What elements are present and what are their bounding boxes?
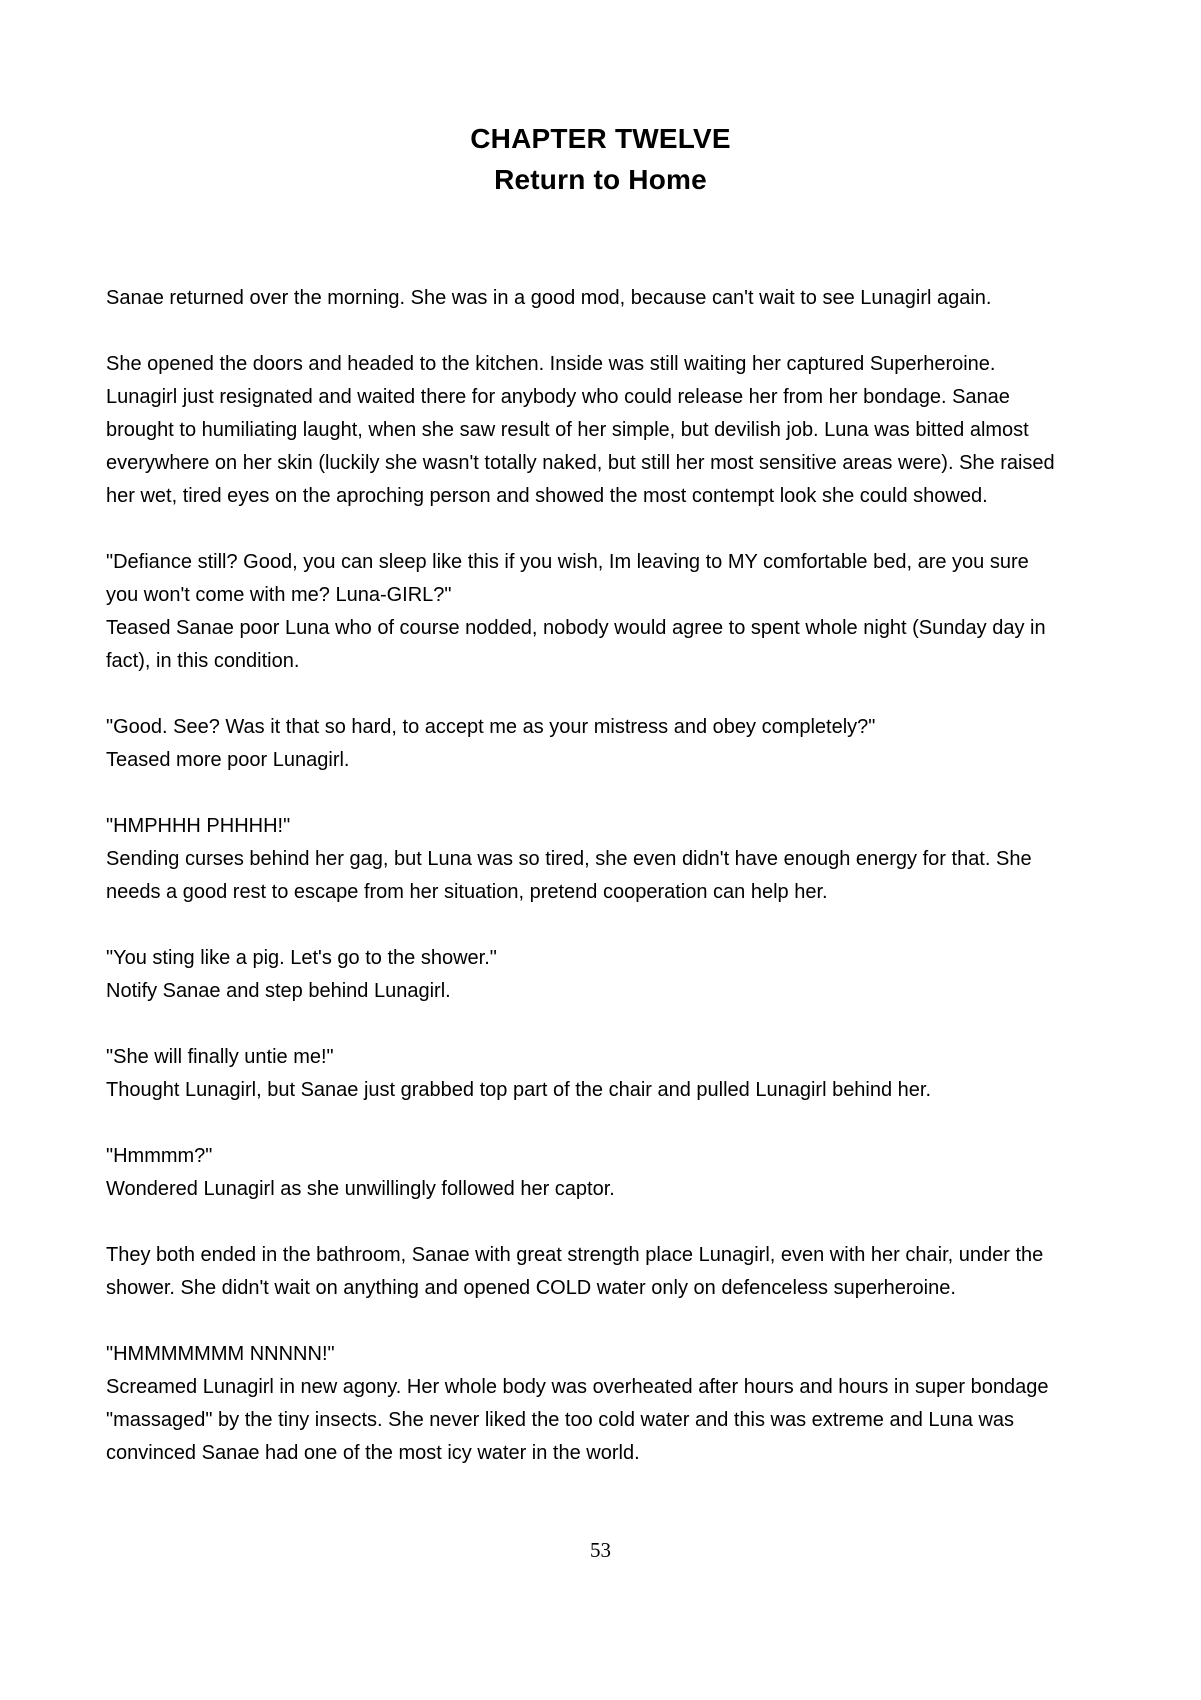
text-line: "massaged" by the tiny insects. She never liked the too cold water and this was extreme and Luna was [106,1409,1015,1431]
text-line: Lunagirl just resignated and waited there for anybody who could release her from her bondage. Sanae [106,386,1010,408]
paragraph [106,348,1166,513]
chapter-title [0,118,1201,200]
paragraph [106,1140,1166,1206]
text-line: Screamed Lunagirl in new agony. Her whole body was overheated after hours and hours in super bondage [106,1376,1049,1398]
text-line: Wondered Lunagirl as she unwillingly followed her captor. [106,1178,615,1200]
text-line: Thought Lunagirl, but Sanae just grabbed top part of the chair and pulled Lunagirl behind her. [106,1079,932,1101]
chapter-subtitle: Return to Home [494,164,707,195]
text-line: They both ended in the bathroom, Sanae with great strength place Lunagirl, even with her chair, under the [106,1244,1044,1266]
paragraph [106,810,1166,909]
text-line: "You sting like a pig. Let's go to the shower." [106,947,497,969]
paragraph [106,711,1166,777]
text-line: you won't come with me? Luna-GIRL?" [106,584,452,606]
paragraphs [106,282,1166,1470]
page-number: 53 [590,1538,611,1562]
text-line: "Hmmmm?" [106,1145,213,1167]
text-line: her wet, tired eyes on the aproching person and showed the most contempt look she could showed. [106,485,988,507]
paragraph [106,1041,1166,1107]
text-line: She opened the doors and headed to the kitchen. Inside was still waiting her captured Superheroine. [106,353,996,375]
paragraph [106,1338,1166,1470]
text-line: Sanae returned over the morning. She was in a good mod, because can't wait to see Lunagirl again. [106,287,992,309]
text-line: everywhere on her skin (luckily she wasn't totally naked, but still her most sensitive areas were). She raised [106,452,1055,474]
text-line: Sending curses behind her gag, but Luna was so tired, she even didn't have enough energy for that. She [106,848,1032,870]
text-line: "Good. See? Was it that so hard, to accept me as your mistress and obey completely?" [106,716,876,738]
text-line: Teased more poor Lunagirl. [106,749,350,771]
text-line: Notify Sanae and step behind Lunagirl. [106,980,451,1002]
text-line: brought to humiliating laught, when she saw result of her simple, but devilish job. Luna was bitted almost [106,419,1029,441]
text-line: convinced Sanae had one of the most icy water in the world. [106,1442,640,1464]
paragraph [106,282,1166,315]
text-line: "She will finally untie me!" [106,1046,334,1068]
text-line: fact), in this condition. [106,650,300,672]
text-line: "Defiance still? Good, you can sleep like this if you wish, Im leaving to MY comfortable bed, are you sure [106,551,1029,573]
text-line: "HMMMMMMM NNNNN!" [106,1343,335,1365]
paragraph [106,546,1166,678]
text-line: needs a good rest to escape from her situation, pretend cooperation can help her. [106,881,828,903]
paragraph [106,942,1166,1008]
text-line: Teased Sanae poor Luna who of course nodded, nobody would agree to spent whole night (Sunday day in [106,617,1046,639]
chapter-heading: CHAPTER TWELVE [470,123,731,154]
paragraph [106,1239,1166,1305]
text-line: shower. She didn't wait on anything and opened COLD water only on defenceless superheroine. [106,1277,956,1299]
text-line: "HMPHHH PHHHH!" [106,815,291,837]
